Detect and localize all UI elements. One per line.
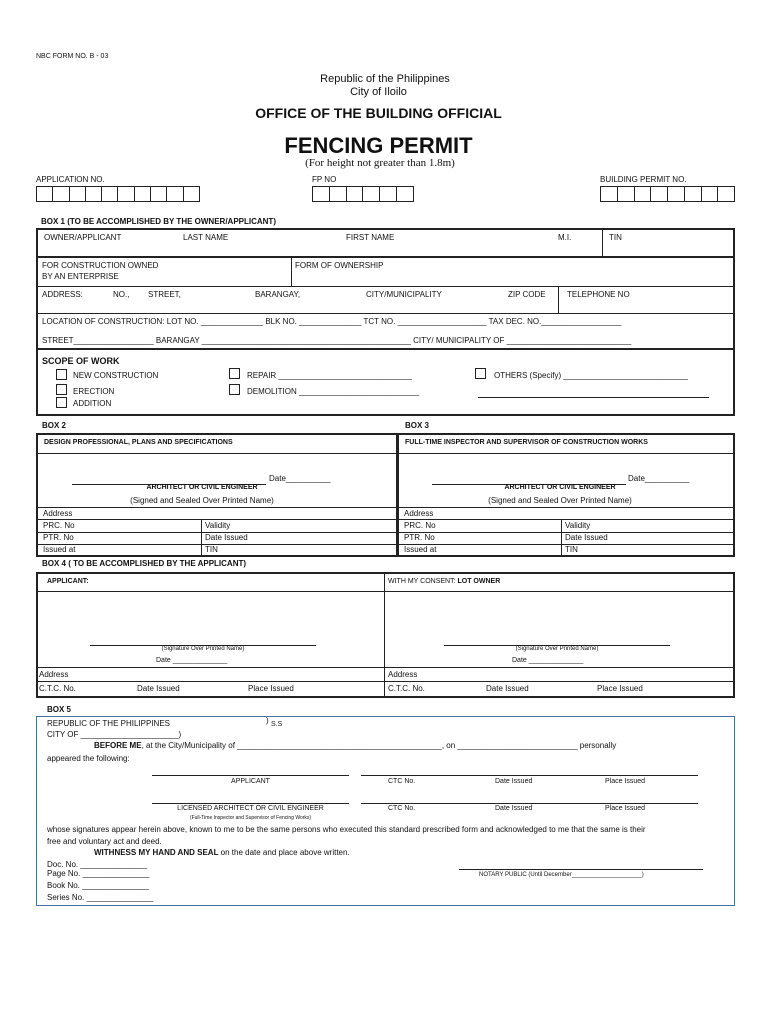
page-title: FENCING PERMIT [284,133,473,158]
box5-label: BOX 5 [47,705,72,714]
mi-label: M.I. [558,233,572,242]
box3-issued-at: Issued at [404,545,437,554]
box2-issued-at: Issued at [43,545,76,554]
box4-place-issued-left: Place Issued [248,684,294,693]
box2-date: Date__________ [269,474,331,483]
box5-notary: NOTARY PUBLIC (Until December_____________________) [479,872,644,878]
box3-date: Date__________ [628,474,690,483]
application-no-label: APPLICATION NO. [36,175,105,184]
box4-place-issued-right: Place Issued [597,684,643,693]
box2-date-issued: Date Issued [205,533,248,542]
box2-tin: TIN [205,545,218,554]
telephone-label: TELEPHONE NO [567,290,630,299]
box5-book-no: Book No. _______________ [47,881,149,890]
address-label: ADDRESS: [42,290,83,299]
licensed-line [152,803,349,804]
box5-place-issued-1: Place Issued [605,778,646,785]
box4-applicant: APPLICANT: [47,578,89,585]
box4-sig-right: (Signature Over Printed Name) [515,646,599,652]
box4-ctc-right: C.T.C. No. [388,684,425,693]
fp-no-label: FP NO [312,175,337,184]
enterprise-label: BY AN ENTERPRISE [42,272,119,281]
new-construction-label: NEW CONSTRUCTION [73,371,159,380]
repair-checkbox[interactable] [229,368,240,379]
new-construction-checkbox[interactable] [56,369,67,380]
box2-address: Address [43,509,73,518]
last-name-label: LAST NAME [183,233,229,242]
box5-date-issued-2: Date Issued [495,805,533,812]
box3-validity: Validity [565,521,591,530]
box5-ctc-1: CTC No. [388,778,416,785]
box1-title: BOX 1 (TO BE ACCOMPLISHED BY THE OWNER/APPLICANT) [41,217,276,226]
others-line [478,397,709,398]
box3-role: ARCHITECT OR CIVIL ENGINEER [504,484,616,491]
header-city: City of Iloilo [350,86,407,98]
box4-date-issued-right: Date Issued [486,684,529,693]
demolition-label: DEMOLITION ___________________________ [247,387,420,396]
box2-validity: Validity [205,521,231,530]
box5-appeared: appeared the following: [47,754,130,763]
box5-date-issued-1: Date Issued [495,778,533,785]
box2-label: BOX 2 [42,421,67,430]
box4-date-left: Date ______________ [156,657,228,664]
divider [36,453,399,454]
divider [36,667,735,668]
box5-ss-bracket: ) [266,716,269,725]
box2-title: DESIGN PROFESSIONAL, PLANS AND SPECIFICATIONS [44,439,233,446]
box5-doc-no: Doc. No. _______________ [47,860,148,869]
erection-label: ERECTION [73,387,115,396]
divider [36,681,735,682]
box3-label: BOX 3 [405,421,430,430]
box3-signed: (Signed and Sealed Over Printed Name) [488,496,632,505]
others-label: OTHERS (Specify) ____________________________ [494,371,688,380]
box5-page-no: Page No. _______________ [47,869,150,878]
location-row: LOCATION OF CONSTRUCTION: LOT NO. ______________ BLK NO. ______________ TCT NO. ____________________ TAX DEC. NO.__________________ [42,317,622,326]
addition-checkbox[interactable] [56,397,67,408]
demolition-checkbox[interactable] [229,384,240,395]
box5-place-issued-2: Place Issued [605,805,646,812]
applicant-ctc-line [361,775,698,776]
divider [558,287,559,313]
box5-licensed-sub: (Full-Time Inspector and Supervisor of Fencing Works) [189,815,312,821]
divider [36,286,735,287]
address-city-label: CITY/MUNICIPALITY [366,290,442,299]
box3-date-issued: Date Issued [565,533,608,542]
box4-consent: WITH MY CONSENT: LOT OWNER [388,578,501,585]
box4-title: BOX 4 ( TO BE ACCOMPLISHED BY THE APPLICANT) [42,559,247,568]
divider [36,313,735,314]
divider [36,256,735,258]
scope-of-work-title: SCOPE OF WORK [42,356,120,366]
owner-applicant-label: OWNER/APPLICANT [44,233,122,242]
divider [36,348,735,350]
box4-address-right: Address [388,670,418,679]
fp-no-field[interactable] [312,186,414,202]
page-subtitle: (For height not greater than 1.8m) [305,157,455,169]
header-republic: Republic of the Philippines [320,73,450,85]
box3-ptr: PTR. No [404,533,435,542]
box3-tin: TIN [565,545,578,554]
box4-date-issued-left: Date Issued [137,684,180,693]
repair-label: REPAIR ______________________________ [247,371,412,380]
form-number: NBC FORM NO. B - 03 [36,53,109,60]
box5-ctc-2: CTC No. [388,805,416,812]
building-permit-no-label: BUILDING PERMIT NO. [600,175,687,184]
box5-licensed: LICENSED ARCHITECT OR CIVIL ENGINEER [177,805,324,812]
divider [291,257,292,286]
first-name-label: FIRST NAME [346,233,395,242]
divider [36,519,399,520]
box2-role: ARCHITECT OR CIVIL ENGINEER [146,484,258,491]
box5-applicant: APPLICANT [231,778,270,785]
divider [36,591,735,592]
building-permit-no-field[interactable] [600,186,735,202]
box5-before-me: BEFORE ME, at the City/Municipality of ______________________________________________, on ___________________________ personally [94,741,617,750]
box5-statement-2: free and voluntary act and deed. [47,837,162,846]
application-no-field[interactable] [36,186,200,202]
box5-series-no: Series No. _______________ [47,893,154,902]
box5-city-of: CITY OF ______________________) [47,730,182,739]
divider [36,507,399,508]
divider [396,507,735,508]
office-title: OFFICE OF THE BUILDING OFFICIAL [255,105,502,121]
tin-label: TIN [609,233,622,242]
box5-republic: REPUBLIC OF THE PHILIPPINES [47,719,170,728]
box4-ctc-left: C.T.C. No. [39,684,76,693]
notary-line [459,869,703,870]
box2-ptr: PTR. No [43,533,74,542]
address-no-label: NO., [113,290,130,299]
applicant-line [152,775,349,776]
box5-statement-1: whose signatures appear herein above, known to me to be the same persons who executed this standard prescribed form and acknowledged to me that the same is their [47,825,646,834]
box4-date-right: Date ______________ [512,657,584,664]
erection-checkbox[interactable] [56,384,67,395]
divider [561,519,562,557]
divider [602,229,603,256]
box4-address-left: Address [39,670,69,679]
box3-prc: PRC. No [404,521,436,530]
addition-label: ADDITION [73,399,112,408]
address-street-label: STREET, [148,290,181,299]
divider [201,519,202,557]
licensed-ctc-line [361,803,698,804]
street-row: STREET__________________ BARANGAY _______________________________________________ CITY/ MUNICIPALITY OF ____________________________ [42,336,632,345]
address-barangay-label: BARANGAY, [255,290,301,299]
divider [396,519,735,520]
divider [396,453,735,454]
box3-address: Address [404,509,434,518]
construction-owned-label: FOR CONSTRUCTION OWNED [42,261,159,270]
box3-title: FULL-TIME INSPECTOR AND SUPERVISOR OF CONSTRUCTION WORKS [405,439,648,446]
box2-prc: PRC. No [43,521,75,530]
others-checkbox[interactable] [475,368,486,379]
form-of-ownership-label: FORM OF OWNERSHIP [295,261,384,270]
box5-witness: WITHNESS MY HAND AND SEAL on the date and place above written. [94,848,350,857]
zip-code-label: ZIP CODE [508,290,546,299]
box5-ss: S.S [271,721,283,728]
box4-sig-left: (Signature Over Printed Name) [161,646,245,652]
box2-signed: (Signed and Sealed Over Printed Name) [130,496,274,505]
